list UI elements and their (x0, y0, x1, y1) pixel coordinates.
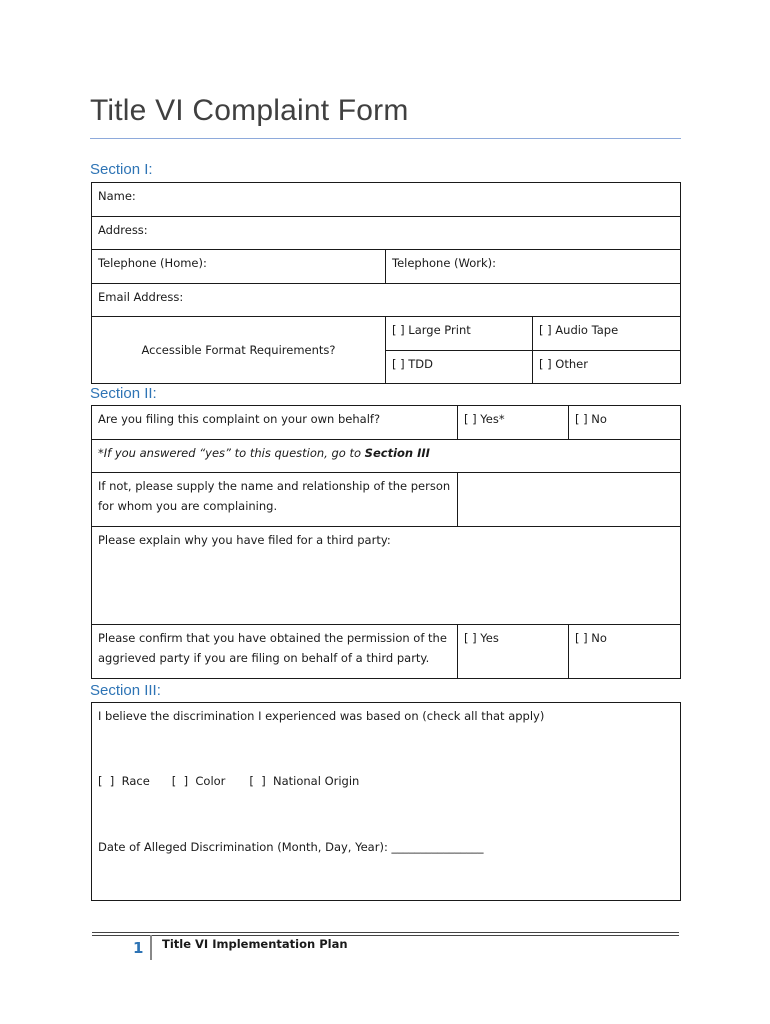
permission-no-checkbox[interactable]: [ ] No (569, 625, 681, 679)
relationship-question: If not, please supply the name and relationship of the person for whom you are complaining. (92, 473, 458, 527)
email-field[interactable] (92, 284, 681, 317)
permission-yes-checkbox[interactable]: [ ] Yes (458, 625, 569, 679)
name-field[interactable] (92, 183, 681, 217)
email-label: Email Address: (98, 290, 184, 304)
yes-note-text: *If you answered “yes” to this question, go to (98, 446, 365, 460)
section-1-heading: Section I: (90, 161, 153, 178)
own-behalf-yes-checkbox[interactable]: [ ] Yes* (458, 406, 569, 440)
discrimination-basis-question: I believe the discrimination I experienced was based on (check all that apply) (98, 709, 545, 723)
basis-options-row (98, 771, 674, 791)
permission-question: Please confirm that you have obtained the permission of the aggrieved party if you are filing on behalf of a third party. (92, 625, 458, 679)
own-behalf-no-checkbox[interactable]: [ ] No (569, 406, 681, 440)
section-1-table (91, 182, 681, 384)
footer-title: Title VI Implementation Plan (162, 937, 348, 951)
format-requirements-cell (92, 317, 386, 384)
telephone-work-label: Telephone (Work): (392, 256, 497, 270)
yes-note (92, 440, 681, 473)
discrimination-date-field[interactable]: Date of Alleged Discrimination (Month, Day, Year): ________________ (98, 840, 484, 854)
tdd-checkbox[interactable]: [ ] TDD (386, 351, 533, 384)
other-checkbox[interactable]: [ ] Other (533, 351, 681, 384)
footer-rule (92, 932, 679, 933)
page-title: Title VI Complaint Form (90, 94, 409, 127)
name-label: Name: (98, 189, 136, 203)
third-party-explanation-field[interactable] (92, 527, 681, 625)
relationship-answer-field[interactable] (458, 473, 681, 527)
discrimination-basis-cell (92, 703, 681, 901)
address-field[interactable] (92, 217, 681, 250)
telephone-home-label: Telephone (Home): (98, 256, 207, 270)
section-3-heading: Section III: (90, 682, 161, 699)
telephone-home-field[interactable] (92, 250, 386, 284)
footer-divider (150, 935, 152, 960)
address-label: Address: (98, 223, 148, 237)
color-checkbox[interactable]: [ ] Color (171, 774, 226, 788)
third-party-question: Please explain why you have filed for a third party: (98, 533, 391, 547)
national-origin-checkbox[interactable]: [ ] National Origin (249, 774, 360, 788)
audio-tape-checkbox[interactable]: [ ] Audio Tape (533, 317, 681, 351)
format-requirements-label: Accessible Format Requirements? (141, 343, 336, 357)
race-checkbox[interactable]: [ ] Race (98, 774, 150, 788)
section-2-heading: Section II: (90, 385, 157, 402)
large-print-checkbox[interactable]: [ ] Large Print (386, 317, 533, 351)
section-2-table (91, 405, 681, 679)
own-behalf-question: Are you filing this complaint on your own behalf? (92, 406, 458, 440)
section-3-table (91, 702, 681, 901)
title-underline (90, 138, 681, 139)
footer-rule-lower (92, 935, 679, 936)
page-number: 1 (133, 939, 144, 957)
telephone-work-field[interactable] (386, 250, 681, 284)
yes-note-section-ref: Section III (364, 446, 430, 460)
